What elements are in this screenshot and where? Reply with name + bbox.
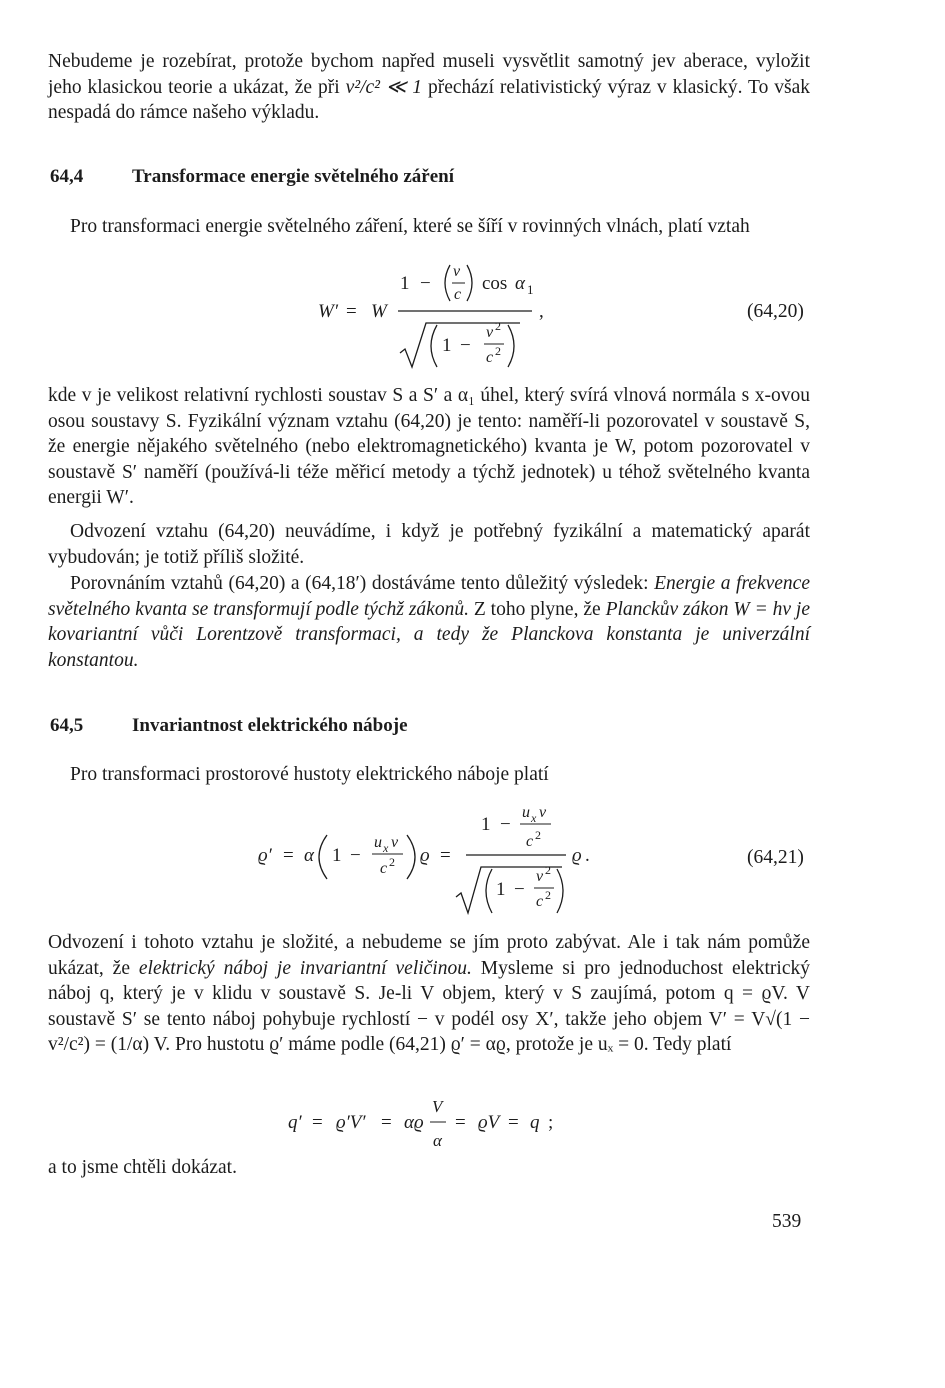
svg-text:=: = [440, 845, 451, 866]
svg-text:W: W [371, 301, 387, 322]
svg-text:c: c [380, 860, 388, 877]
svg-text:c: c [486, 349, 494, 366]
section-number: 64,5 [50, 715, 84, 736]
svg-text:α: α [433, 1131, 442, 1150]
svg-text:q′: q′ [288, 1112, 302, 1133]
svg-text:.: . [585, 845, 590, 866]
svg-text:V: V [432, 1097, 443, 1116]
svg-text:1: 1 [481, 814, 491, 835]
page-number: 539 [772, 1211, 802, 1232]
inline-math: v²/c² ≪ 1 [345, 76, 423, 98]
svg-text:u: u [374, 834, 382, 851]
svg-text:−: − [514, 879, 525, 900]
svg-text:=: = [283, 845, 294, 866]
svg-text:α: α [515, 273, 525, 294]
svg-text:1: 1 [527, 282, 534, 297]
svg-text:1: 1 [332, 845, 342, 866]
svg-text:q: q [530, 1112, 540, 1133]
svg-text:2: 2 [545, 863, 551, 877]
svg-text:v: v [453, 263, 461, 280]
svg-text:=: = [312, 1112, 323, 1133]
svg-text:2: 2 [495, 319, 501, 333]
svg-text:ϱ′: ϱ′ [258, 845, 272, 866]
paragraph: kde v je velikost relativní rychlosti soustav S a S′ a α₁ úhel, který svírá vlnová normála s x-ovou osou soustavy S. Fyzikální význam vztahu (64,20) je tento: naměří-li pozorovatel v soustavě S, že energie nějakého světelného (nebo elektromagnetického) kvanta je W, potom pozorovatel v soustavě S′ naměří (používá-li téže měřicí metody a týchž jednotek) u téhož světelného kvanta energii W′. [48, 385, 810, 509]
svg-text:c: c [536, 893, 544, 910]
svg-text:−: − [500, 814, 511, 835]
svg-text:=: = [455, 1112, 466, 1133]
svg-text:v: v [539, 804, 547, 821]
section-title: Invariantnost elektrického náboje [132, 715, 408, 736]
svg-text:2: 2 [389, 855, 395, 869]
section-heading-64-5 [50, 715, 408, 737]
svg-text:2: 2 [535, 828, 541, 842]
section-title: Transformace energie světelného záření [132, 166, 455, 187]
paragraph: Odvození i tohoto vztahu je složité, a nebudeme se jím proto zabývat. Ale i tak nám pomůže ukázat, že elektrický náboj je invariantní veličinou. Mysleme si pro jednoduchost elektrický náboj q, který je v klidu v soustavě S. Je-li V objem, který v S zaujímá, potom q = ϱV. V soustavě S′ se tento náboj pohybuje rychlostí − v podél osy X′, takže jeho objem V′ = V√(1 − v²/c²) = (1/α) V. Pro hustotu ϱ′ máme podle (64,21) ϱ′ = αϱ, protože je uₓ = 0. Tedy platí [48, 932, 810, 1056]
equation-charge-invariance [0, 1092, 945, 1154]
svg-text:=: = [381, 1112, 392, 1133]
svg-text:v: v [391, 834, 399, 851]
svg-text:−: − [420, 273, 431, 294]
equation-number: (64,20) [747, 301, 804, 322]
svg-text:cos: cos [482, 273, 508, 294]
svg-text:c: c [526, 833, 534, 850]
svg-text:−: − [350, 845, 361, 866]
paragraph: Odvození vztahu (64,20) neuvádíme, i když je potřebný fyzikální a matematický aparát vybudován; je totiž příliš složité. [48, 521, 810, 568]
svg-text:v: v [536, 868, 544, 885]
svg-text:x: x [383, 841, 389, 855]
svg-text:ϱV: ϱV [478, 1112, 500, 1133]
svg-text:=: = [508, 1112, 519, 1133]
top-paragraph: Nebudeme je rozebírat, protože bychom napřed museli vysvětlit samotný jev aberace, vyložit jeho klasickou teorie a ukázat, že při v²/c² ≪ 1 přechází relativistický výraz v klasický. To však nespadá do rámce našeho výkladu. [48, 51, 810, 124]
equation-number: (64,21) [747, 847, 804, 868]
svg-text:ϱ′V′: ϱ′V′ [336, 1112, 366, 1133]
section-intro: Pro transformaci prostorové hustoty elektrického náboje platí [70, 764, 549, 785]
svg-text:α: α [304, 845, 314, 866]
svg-text:−: − [460, 335, 471, 356]
svg-text:αϱ: αϱ [404, 1112, 424, 1133]
svg-text:x: x [531, 811, 537, 825]
svg-text:1: 1 [400, 273, 410, 294]
svg-text:c: c [454, 286, 462, 303]
svg-text:ϱ: ϱ [420, 845, 430, 866]
paragraph: Porovnáním vztahů (64,20) a (64,18′) dostáváme tento důležitý výsledek: Energie a frekvence světelného kvanta se transformují podle týchž zákonů. Z toho plyne, že Planckův zákon W = hν je kovariantní vůči Lorentzově transformaci, a tedy že Planckova konstanta je univerzální konstantou. [48, 573, 811, 671]
paragraph: a to jsme chtěli dokázat. [48, 1157, 237, 1178]
svg-text:2: 2 [495, 344, 501, 358]
svg-text:1: 1 [496, 879, 506, 900]
section-intro: Pro transformaci energie světelného záření, které se šíří v rovinných vlnách, platí vztah [70, 216, 750, 237]
svg-text:;: ; [548, 1112, 554, 1133]
svg-text:ϱ: ϱ [572, 845, 582, 866]
svg-text:W′: W′ [318, 301, 338, 322]
svg-text:v: v [486, 324, 494, 341]
svg-text:u: u [522, 804, 530, 821]
svg-text:=: = [346, 301, 357, 322]
svg-text:2: 2 [545, 888, 551, 902]
section-number: 64,4 [50, 166, 84, 187]
svg-text:,: , [539, 301, 544, 322]
svg-text:1: 1 [442, 335, 452, 356]
section-heading-64-4 [50, 166, 454, 188]
